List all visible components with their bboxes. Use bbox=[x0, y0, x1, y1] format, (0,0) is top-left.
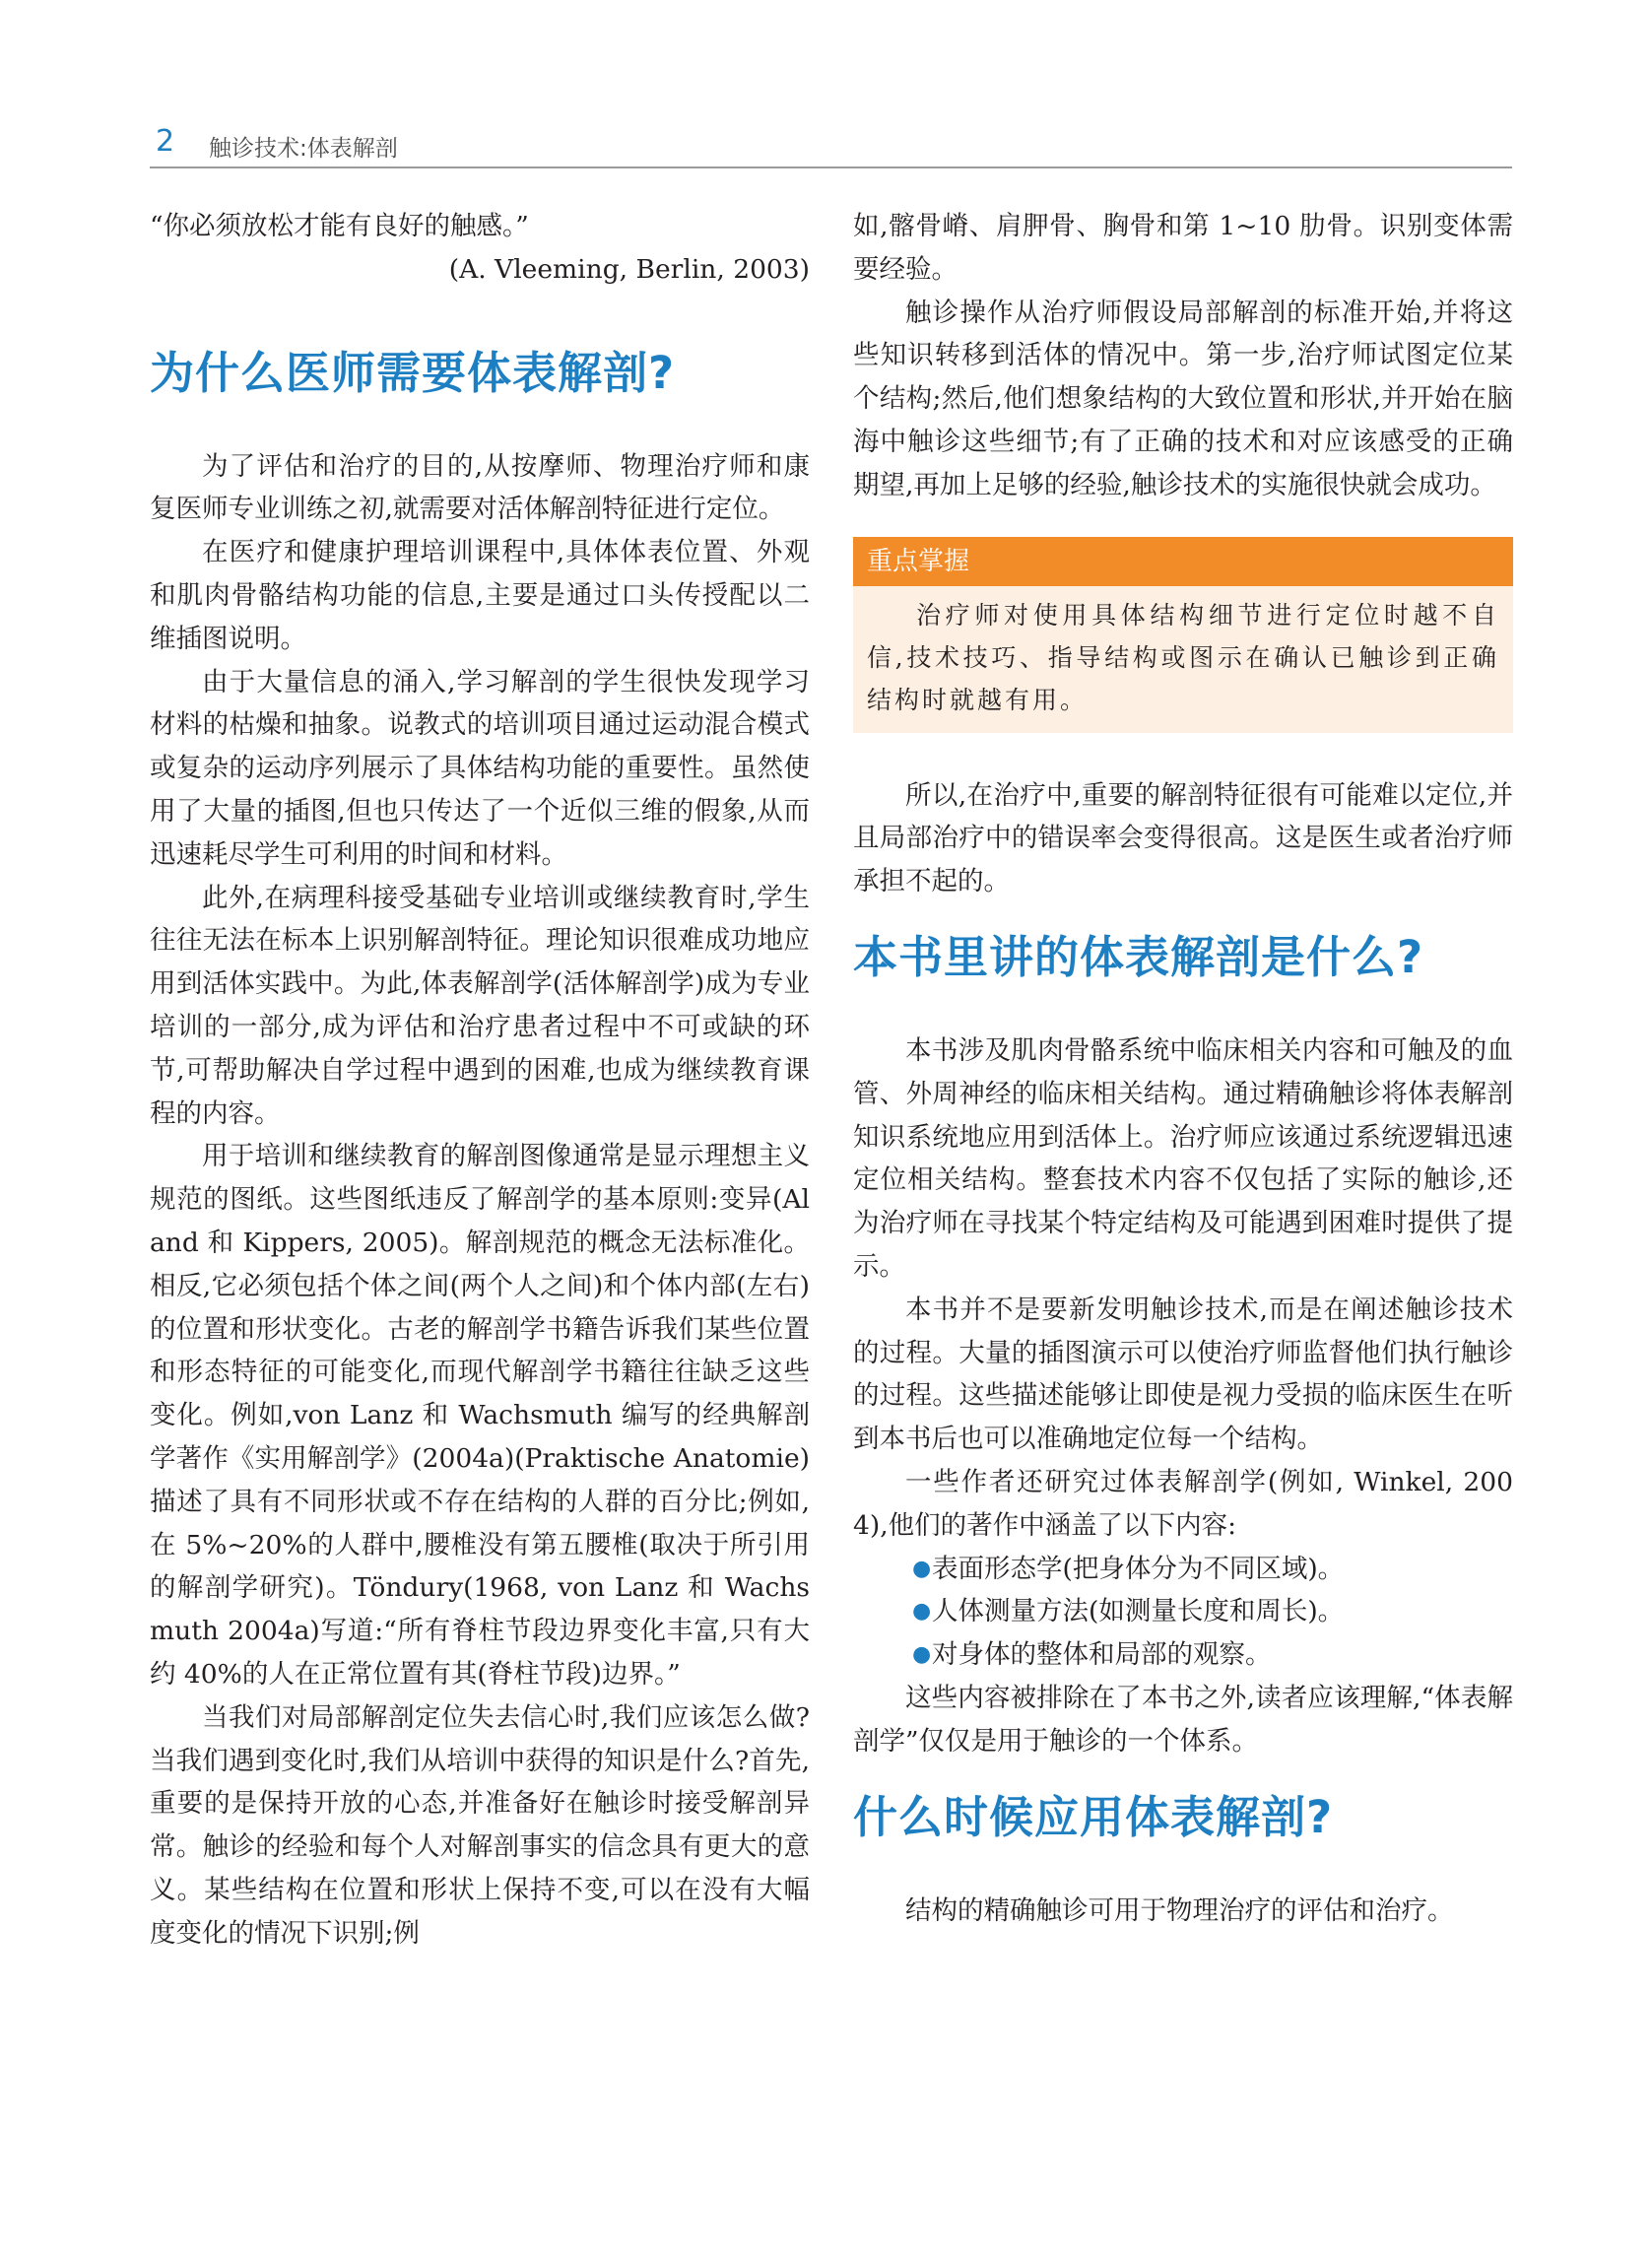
bullet-dot-icon: ● bbox=[912, 1599, 932, 1625]
section-heading-why: 为什么医师需要体表解剖? bbox=[150, 346, 676, 399]
bullet-list bbox=[853, 1548, 1513, 1677]
key-point-box bbox=[853, 537, 1513, 733]
epigraph-citation: (A. Vleeming, Berlin, 2003) bbox=[448, 253, 810, 285]
section-heading-when: 什么时候应用体表解剖? bbox=[853, 1790, 1334, 1843]
paragraph: 由于大量信息的涌入,学习解剖的学生很快发现学习材料的枯燥和抽象。说教式的培训项目通过运动混合模式或复杂的运动序列展示了具体结构功能的重要性。虽然使用了大量的插图,但也只传达了一个近似三维的假象,从而迅速耗尽学生可利用的时间和材料。 bbox=[150, 666, 810, 870]
paragraph: 本书涉及肌肉骨骼系统中临床相关内容和可触及的血管、外周神经的临床相关结构。通过精确触诊将体表解剖知识系统地应用到活体上。治疗师应该通过系统逻辑迅速定位相关结构。整套技术内容不仅包括了实际的触诊,还为治疗师在寻找某个特定结构及可能遇到困难时提供了提示。 bbox=[853, 1034, 1513, 1282]
paragraph: 结构的精确触诊可用于物理治疗的评估和治疗。 bbox=[905, 1894, 1454, 1926]
section-heading-what: 本书里讲的体表解剖是什么? bbox=[853, 930, 1424, 983]
paragraph: 用于培训和继续教育的解剖图像通常是显示理想主义规范的图纸。这些图纸违反了解剖学的基本原则:变异(Aland 和 Kippers, 2005)。解剖规范的概念无法标准化。相反,它必须包括个体之间(两个人之间)和个体内部(左右)的位置和形状变化。古老的解剖学书籍告诉我们某些位置和形态特征的可能变化,而现代解剖学书籍往往缺乏这些变化。例如,von Lanz 和 Wachsmuth 编写的经典解剖学著作《实用解剖学》(2004a)(Praktische Anatomie)描述了具有不同形状或不存在结构的人群的百分比;例如,在 5%~20%的人群中,腰椎没有第五腰椎(取决于所引用的解剖学研究)。Töndury(1968, von Lanz 和 Wachsmuth 2004a)写道:“所有脊柱节段边界变化丰富,只有大约 40%的人在正常位置有其(脊柱节段)边界。” bbox=[150, 1141, 810, 1690]
list-item: ● 表面形态学(把身体分为不同区域)。 bbox=[853, 1548, 1513, 1591]
key-point-title: 重点掌握 bbox=[853, 537, 1513, 586]
paragraph: 这些内容被排除在了本书之外,读者应该理解,“体表解剖学”仅仅是用于触诊的一个体系。 bbox=[853, 1682, 1513, 1757]
paragraph: 所以,在治疗中,重要的解剖特征很有可能难以定位,并且局部治疗中的错误率会变得很高。这是医生或者治疗师承担不起的。 bbox=[853, 779, 1513, 897]
list-item: ● 对身体的整体和局部的观察。 bbox=[853, 1633, 1513, 1677]
running-title: 触诊技术:体表解剖 bbox=[209, 136, 398, 162]
page-number: 2 bbox=[156, 124, 175, 159]
paragraph: 此外,在病理科接受基础专业培训或继续教育时,学生往往无法在标本上识别解剖特征。理论知识很难成功地应用到活体实践中。为此,体表解剖学(活体解剖学)成为专业培训的一部分,成为评估和治疗患者过程中不可或缺的环节,可帮助解决自学过程中遇到的困难,也成为继续教育课程的内容。 bbox=[150, 882, 810, 1129]
paragraph: 触诊操作从治疗师假设局部解剖的标准开始,并将这些知识转移到活体的情况中。第一步,治疗师试图定位某个结构;然后,他们想象结构的大致位置和形状,并开始在脑海中触诊这些细节;有了正确的技术和对应该感受的正确期望,再加上足够的经验,触诊技术的实施很快就会成功。 bbox=[853, 297, 1513, 500]
paragraph: 本书并不是要新发明触诊技术,而是在阐述触诊技术的过程。大量的插图演示可以使治疗师监督他们执行触诊的过程。这些描述能够让即使是视力受损的临床医生在听到本书后也可以准确地定位每一个结构。 bbox=[853, 1294, 1513, 1455]
header-rule bbox=[150, 166, 1512, 168]
paragraph: 在医疗和健康护理培训课程中,具体体表位置、外观和肌肉骨骼结构功能的信息,主要是通过口头传授配以二维插图说明。 bbox=[150, 537, 810, 654]
bullet-dot-icon: ● bbox=[912, 1556, 932, 1581]
key-point-body: 治疗师对使用具体结构细节进行定位时越不自信,技术技巧、指导结构或图示在确认已触诊到正确结构时就越有用。 bbox=[867, 600, 1499, 714]
left-column bbox=[150, 205, 810, 1955]
paragraph-continuation: 如,髂骨嵴、肩胛骨、胸骨和第 1~10 肋骨。识别变体需要经验。 bbox=[853, 211, 1513, 285]
paragraph: 为了评估和治疗的目的,从按摩师、物理治疗师和康复医师专业训练之初,就需要对活体解剖特征进行定位。 bbox=[150, 450, 810, 525]
list-item: ● 人体测量方法(如测量长度和周长)。 bbox=[853, 1590, 1513, 1633]
epigraph-quote: “你必须放松才能有良好的触感。” bbox=[150, 211, 529, 241]
page-header bbox=[150, 124, 1512, 173]
right-column bbox=[853, 205, 1513, 1932]
bullet-dot-icon: ● bbox=[912, 1642, 932, 1668]
paragraph: 一些作者还研究过体表解剖学(例如, Winkel, 2004),他们的著作中涵盖了以下内容: bbox=[853, 1466, 1513, 1541]
paragraph: 当我们对局部解剖定位失去信心时,我们应该怎么做?当我们遇到变化时,我们从培训中获得的知识是什么?首先,重要的是保持开放的心态,并准备好在触诊时接受解剖异常。触诊的经验和每个人对解剖事实的信念具有更大的意义。某些结构在位置和形状上保持不变,可以在没有大幅度变化的情况下识别;例 bbox=[150, 1701, 810, 1949]
